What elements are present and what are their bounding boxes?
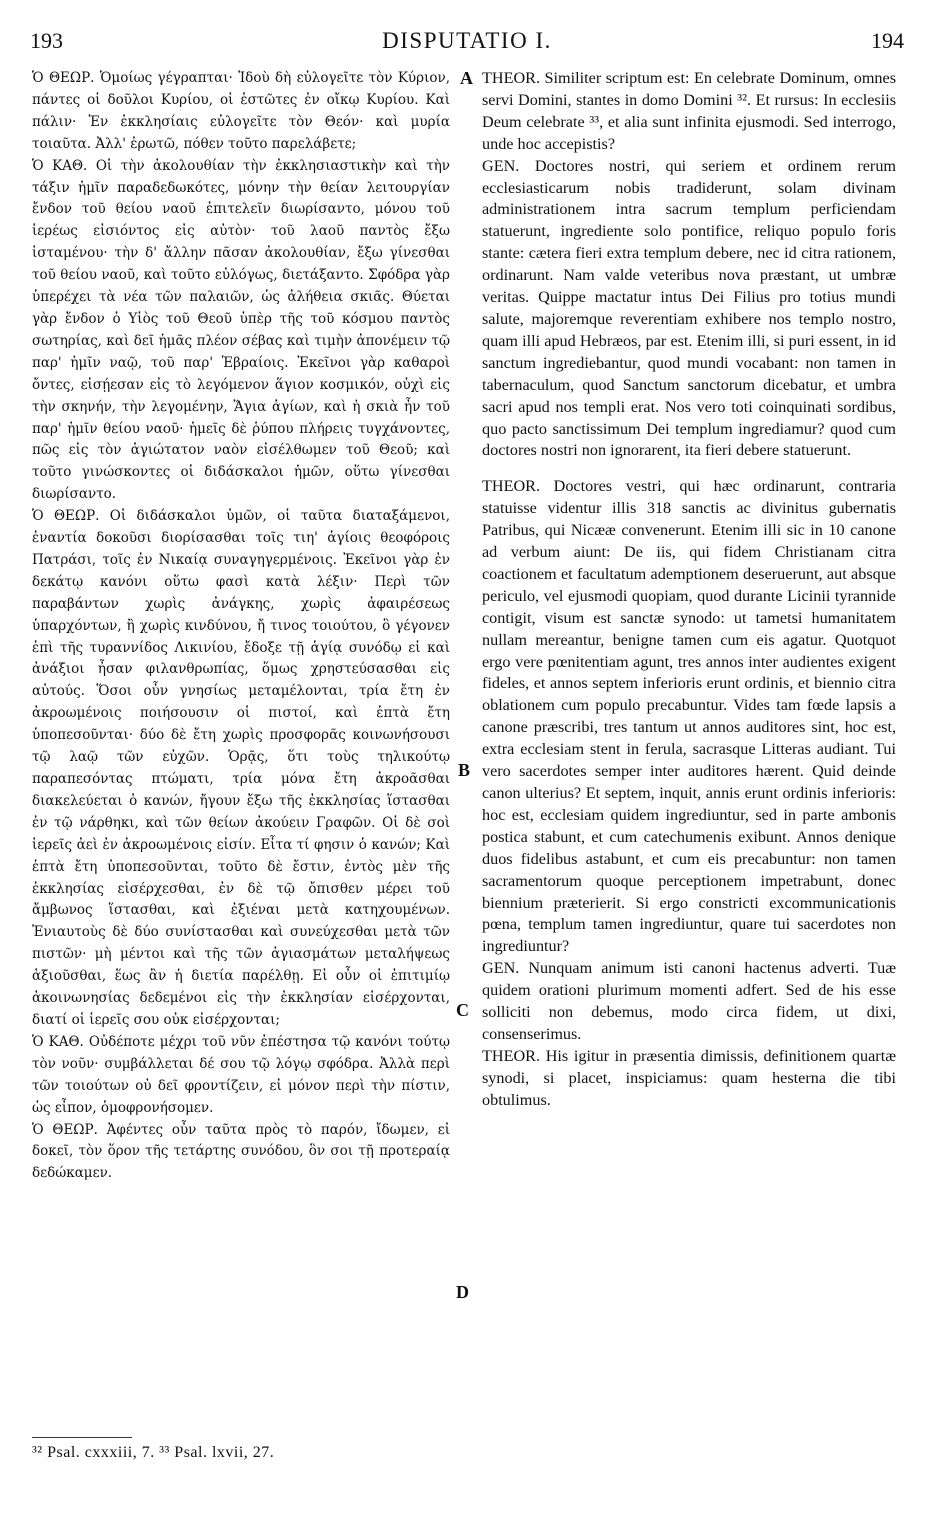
latin-column — [482, 68, 896, 1112]
margin-letter-c: C — [456, 1000, 469, 1020]
page-number-left: 193 — [30, 28, 63, 53]
footnote-rule — [32, 1437, 132, 1438]
page-number-right: 194 — [871, 28, 904, 53]
latin-paragraph-3: THEOR. Doctores vestri, qui hæc ordinarunt, contraria statuisse videntur illis 318 sanctis ac divinitus gubernatis Patribus, qui Nicææ convenerunt. Etenim illi sic in 10 canone ad verbum aiunt: De iis, qui fidem Christianam citra coactionem et facultatum ademptionem deseruerunt, aut absque periculo, vel ejusmodi quopiam, quod durante Licinii tyrannide contigit, visum est sanctæ synodo: ut tametsi humanitatem nullam mereantur, benigne tamen cum eis agatur. Quotquot ergo vere pœnitentiam agunt, tres annos inter audientes exigent fideles, et annos septem inferioris erunt ordinis, et biennio citra oblationem cum populo precabuntur. Vides tam fœde lapsis a canone præscribi, tres tantum ut annos auditores sint, hoc est, extra ecclesiam stent in ferula, sacrasque Litteras audiant. Tui vero sacerdotes semper inter auditores hærent. Quid deinde canon ulterius? Et septem, inquit, annis erunt ordinis inferioris: hoc est, ecclesiam quidem ingrediuntur, sed in parte ambonis postica stabunt, et cum catechumenis exibunt. Annos denique duos fidelibus astabunt, et cum eis precabuntur: non tamen sacramentorum quoque perceptionem impetrabunt, donec biennium præterierit. Si ergo constricti excommunicationis pœna, templum tamen ingrediuntur, quare tui sacerdotes non ingrediuntur? — [482, 477, 896, 956]
latin-paragraph-4: GEN. Nunquam animum isti canoni hactenus adverti. Tuæ quidem orationi plurimum momenti adfert. Sed de his esse solliciti non debemus, modo circa fidem, ut dixi, consenserimus. — [482, 959, 896, 1043]
running-title: DISPUTATIO I. — [382, 28, 552, 53]
margin-letter-d: D — [456, 1282, 469, 1302]
margin-letter-b: B — [458, 760, 471, 780]
greek-paragraph-1: Ὁ ΘΕΩΡ. Ὁμοίως γέγραπται· Ἰδοὺ δὴ εὐλογεῖτε τὸν Κύριον, πάντες οἱ δοῦλοι Κυρίου, οἱ ἑστῶτες ἐν οἴκῳ Κυρίου. Καὶ πάλιν· Ἐν ἐκκλησίαις εὐλογεῖτε τὸν Θεόν· καὶ μυρία τοιαῦτα. Ἀλλ' ἐρωτῶ, πόθεν τοῦτο παρελάβετε; — [32, 70, 450, 152]
paragraph-gap — [482, 462, 896, 476]
margin-letter-a: A — [460, 68, 473, 88]
running-header — [30, 28, 904, 62]
greek-column — [32, 68, 450, 1185]
latin-paragraph-5: THEOR. His igitur in præsentia dimissis, definitionem quartæ synodi, si placet, inspiciamus: quam hesterna die tibi obtulimus. — [482, 1046, 896, 1109]
greek-paragraph-4: Ὁ ΚΑΘ. Οὐδέποτε μέχρι τοῦ νῦν ἐπέστησα τῷ κανόνι τούτῳ τὸν νοῦν· συμβάλλεται δέ σου τῷ λόγῳ σφόδρα. Ἀλλὰ περὶ τῶν τοιούτων οὐ δεῖ φροντίζειν, εἰ μόνον περὶ τὴν πίστιν, ὡς εἶπον, ὁμοφρονήσομεν. — [32, 1033, 450, 1116]
greek-paragraph-3: Ὁ ΘΕΩΡ. Οἱ διδάσκαλοι ὑμῶν, οἱ ταῦτα διαταξάμενοι, ἐναντία δοκοῦσι διορίσασθαι τοῖς τιη' ἁγίοις θεοφόροις Πατράσι, τοῖς ἐν Νικαίᾳ συναγηγερμένοις. Ἐκεῖνοι γὰρ ἐν δεκάτῳ κανόνι οὕτω φασὶ κατὰ λέξιν· Περὶ τῶν παραβάντων χωρὶς ἀνάγκης, χωρὶς ἀφαιρέσεως ὑπαρχόντων, ἢ χωρὶς κινδύνου, ἤ τινος τοιούτου, ὃ γέγονεν ἐπὶ τῆς τυραννίδος Λικινίου, ἔδοξε τῇ ἁγίᾳ συνόδῳ εἰ καὶ ἀνάξιοι ἦσαν φιλανθρωπίας, ὅμως χρηστεύσασθαι εἰς αὐτούς. Ὅσοι οὖν γνησίως μεταμέλονται, τρία ἔτη ἐν ἀκροωμένοις ποιήσουσιν οἱ πιστοί, καὶ ἑπτὰ ἔτη ὑποπεσοῦνται· δύο δὲ ἔτη χωρὶς προσφορᾶς κοινωνήσουσι τῷ λαῷ τῶν εὐχῶν. Ὁρᾷς, ὅτι τοὺς τηλικούτῳ παραπεσόντας πτώματι, τρία μόνα ἔτη ἀκροᾶσθαι διακελεύεται ὁ κανών, ἤγουν ἔξω τῆς ἐκκλησίας ἵστασθαι ἐν τῷ νάρθηκι, καὶ τῶν θείων ἀκούειν Γραφῶν. Οἱ δὲ σοὶ ἱερεῖς ἀεὶ ἐν ἀκροωμένοις εἰσίν. Εἶτα τί φησιν ὁ κανών; Καὶ ἑπτὰ ἔτη ὑποπεσοῦνται, τοῦτο δὲ ἔστιν, ἐντὸς μὲν τῆς ἐκκλησίας εἰσέρχεσθαι, ἐν δὲ τῷ ὄπισθεν μέρει τοῦ ἄμβωνος ἵστασθαι, καὶ ἐξιέναι μετὰ κατηχουμένων. Ἐνιαυτοὺς δὲ δύο συνίστασθαι καὶ συνεύχεσθαι μετὰ τῶν πιστῶν· μὴ μέντοι καὶ τῆς τῶν ἁγιασμάτων μεταλήψεως ἀξιοῦσθαι, ἕως ἂν ἡ διετία παρέλθῃ. Εἰ οὖν οἱ ἐπιτιμίῳ ἀκοινωνησίας δεδεμένοι εἰς τὴν ἐκκλησίαν εἰσέρχονται, διατί οἱ ἱερεῖς σου οὐκ εἰσέρχονται; — [32, 508, 450, 1028]
greek-paragraph-5: Ὁ ΘΕΩΡ. Ἀφέντες οὖν ταῦτα πρὸς τὸ παρόν, ἴδωμεν, εἰ δοκεῖ, τὸν ὅρον τῆς τετάρτης συνόδου, ὃν σοι τῇ προτεραίᾳ δεδώκαμεν. — [32, 1121, 450, 1182]
footnote: ³² Psal. cxxxiii, 7. ³³ Psal. lxvii, 27. — [32, 1444, 275, 1461]
greek-paragraph-2: Ὁ ΚΑΘ. Οἱ τὴν ἀκολουθίαν τὴν ἐκκλησιαστικὴν καὶ τὴν τάξιν ἡμῖν παραδεδωκότες, μόνην τὴν θείαν λειτουργίαν ἔνδον τοῦ θείου ναοῦ ἐπιτελεῖν διωρίσαντο, μόνου τοῦ ἱερέως εἰσιόντος εἰς αὐτὸν· τοῦ λαοῦ παντὸς ἔξω ἱσταμένου· τὴν δ' ἄλλην πᾶσαν ἀκολουθίαν, ἔξω γίνεσθαι τοῦ θείου ναοῦ, καὶ τοῦτο εὐλόγως, διετάξαντο. Σφόδρα γὰρ ὑπερέχει τὰ νέα τῶν παλαιῶν, ὡς ἀλήθεια σκιᾶς. Θύεται γὰρ ἔνδον ὁ Υἱὸς τοῦ Θεοῦ ὑπὲρ τῆς τοῦ κόσμου παντὸς σωτηρίας, καὶ δεῖ ἡμᾶς πλέον σέβας καὶ τιμὴν ἀπονέμειν τῷ παρ' ἡμῖν ναῷ, τοῦ παρ' Ἑβραίοις. Ἐκεῖνοι γὰρ καθαροὶ ὄντες, εἰσῄεσαν εἰς τὸ λεγόμενον ἅγιον κοσμικόν, οὐχὶ εἰς τὴν σκηνήν, τὴν λεγομένην, Ἅγια ἁγίων, καὶ ἡ σκιὰ ἦν τοῦ παρ' ἡμῖν θείου ναοῦ· ἡμεῖς δὲ ῥύπου πλήρεις τυγχάνοντες, πῶς εἰς τὸν ἁγιώτατον ναὸν εἰσέλθωμεν τοῦ Θεοῦ; καὶ τοῦτο γινώσκοντες οἱ διδάσκαλοι ἡμῶν, οὕτω γίνεσθαι διωρίσαντο. — [32, 157, 450, 503]
latin-paragraph-1: THEOR. Similiter scriptum est: En celebrate Dominum, omnes servi Domini, stantes in domo Domini ³². Et rursus: In ecclesiis Deum celebrate ³³, et alia sunt infinita ejusmodi. Sed interrogo, unde hoc accepistis? — [482, 69, 896, 153]
latin-paragraph-2: GEN. Doctores nostri, qui seriem et ordinem rerum ecclesiasticarum nobis tradiderunt, solam divinam administrationem intra sacrum templum perficiendam statuerunt, ingrediente solo pontifice, reliquo populo foris stante: cætera fieri extra templum debere, nec id citra rationem, ordinarunt. Nam valde veteribus nova præstant, ut umbræ veritas. Quippe mactatur intus Dei Filius pro totius mundi salute, majoremque reverentiam exhibere nos templo nostro, quam illi apud Hebræos, par est. Etenim illi, si puri essent, in id sanctum ingrediebantur, quod mundi vocabant: non tamen in tabernaculum, quod Sanctum sanctorum dicebatur, et umbra sacri apud nos templi erat. Nos vero toti coinquinati sordibus, quo pacto sanctissimum Dei templum ingrediamur? quod cum doctores nostri non ignorarent, ita fieri debere statuerunt. — [482, 156, 896, 460]
